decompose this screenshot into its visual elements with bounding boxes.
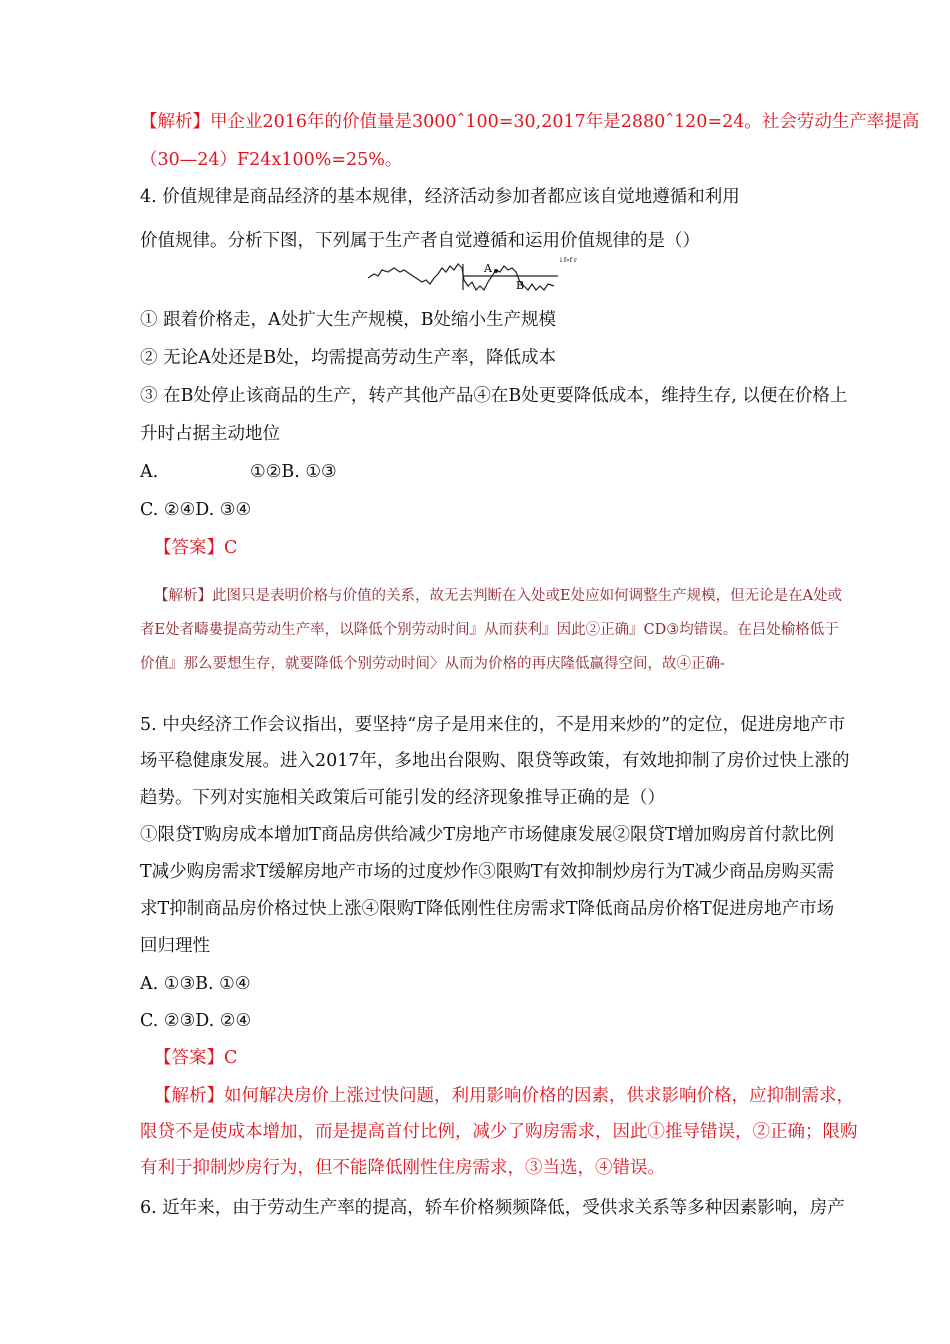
q4-stem-line1: 4. 价值规律是商品经济的基本规律，经济活动参加者都应该自觉地遵循和利用 xyxy=(140,187,740,207)
analysis-q3-line2: （30—24）F24x100%=25%。 xyxy=(140,150,403,170)
figure-label-a: A xyxy=(484,262,492,275)
q4-stem-line2: 价值规律。分析下图，下列属于生产者自觉遵循和运用价值规律的是（） xyxy=(140,231,700,251)
q4-analysis-line1: 【解析】此图只是表明价格与价值的关系，故无去判断在入处或E处应如何调整生产规模，但无论是在A处或 xyxy=(154,588,843,604)
analysis-q3-line1: 【解析】甲企业2016年的价值量是3000ˆ100=30,2017年是2880ˆ120=24。社会劳动生产率提高 xyxy=(140,112,920,132)
figure-corner-label: i f«f r xyxy=(560,257,577,264)
q4-option-3-line1: ③ 在B处停止该商品的生产，转产其他产品④在B处更要降低成本，维持生存, 以便在价格上 xyxy=(140,386,848,406)
q5-answer: 【答案】C xyxy=(154,1048,238,1068)
q5-chain-line1: ①限贷T购房成本增加T商品房供给减少T房地产市场健康发展②限贷T增加购房首付款比例 xyxy=(140,825,835,845)
q5-stem-line3: 趋势。下列对实施相关政策后可能引发的经济现象推导正确的是（） xyxy=(140,788,665,808)
q4-answer: 【答案】C xyxy=(154,538,238,558)
q4-choices-ab xyxy=(140,460,337,484)
q6-stem-line1: 6. 近年来，由于劳动生产率的提高，轿车价格频频降低，受供求关系等多种因素影响，房产 xyxy=(140,1198,845,1218)
q4-choices-cd: C. ②④D. ③④ xyxy=(140,500,252,520)
q5-choices-cd: C. ②③D. ②④ xyxy=(140,1011,252,1031)
q5-analysis-line1: 【解析】如何解决房价上涨过快问题，利用影响价格的因素，供求影响价格，应抑制需求， xyxy=(154,1086,854,1106)
q5-chain-line3: 求T抑制商品房价格过快上涨④限购T降低刚性住房需求T降低商品房价格T促进房地产市场 xyxy=(140,899,835,919)
price-value-figure xyxy=(368,256,588,300)
q5-chain-line4: 回归理性 xyxy=(140,936,210,956)
q4-option-1: ① 跟着价格走，A处扩大生产规模，B处缩小生产规模 xyxy=(140,310,557,330)
point-a-marker xyxy=(494,269,498,273)
q5-stem-line2: 场平稳健康发展。进入2017年，多地出台限购、限贷等政策，有效地抑制了房价过快上涨的 xyxy=(140,751,850,771)
q5-choices-ab: A. ①③B. ①④ xyxy=(140,974,251,994)
price-curve xyxy=(368,264,554,290)
q4-choice-a-rest: ①②B. ①③ xyxy=(250,462,337,482)
q5-analysis-line2: 限贷不是使成本增加，而是提高首付比例，减少了购房需求，因此①推导错误，②正确；限购 xyxy=(140,1122,858,1142)
q4-analysis-line3: 价值』那么要想生存，就要降低个别劳动时间〉从而为价格的再庆隆低赢得空间，故④正确- xyxy=(140,656,725,672)
q4-analysis-line2: 者E处者疇婁提高劳动生产率，以降低个别劳动时间』从而获利』因此②正确』CD③均错误。在吕处榆格低于 xyxy=(140,622,839,638)
figure-label-b: B xyxy=(516,279,525,292)
q5-stem-line1: 5. 中央经济工作会议指出，要坚持“房子是用来住的，不是用来炒的”的定位，促进房地产市 xyxy=(140,715,846,735)
q5-chain-line2: T减少购房需求T缓解房地产市场的过度炒作③限购T有效抑制炒房行为T减少商品房购买需 xyxy=(140,862,835,882)
q4-option-3-line2: 升时占据主动地位 xyxy=(140,424,280,444)
q4-choice-a-label: A. xyxy=(140,462,159,482)
q5-analysis-line3: 有利于抑制炒房行为，但不能降低刚性住房需求，③当选，④错误。 xyxy=(140,1158,665,1178)
q4-option-2: ② 无论A处还是B处，均需提高劳动生产率，降低成本 xyxy=(140,348,557,368)
